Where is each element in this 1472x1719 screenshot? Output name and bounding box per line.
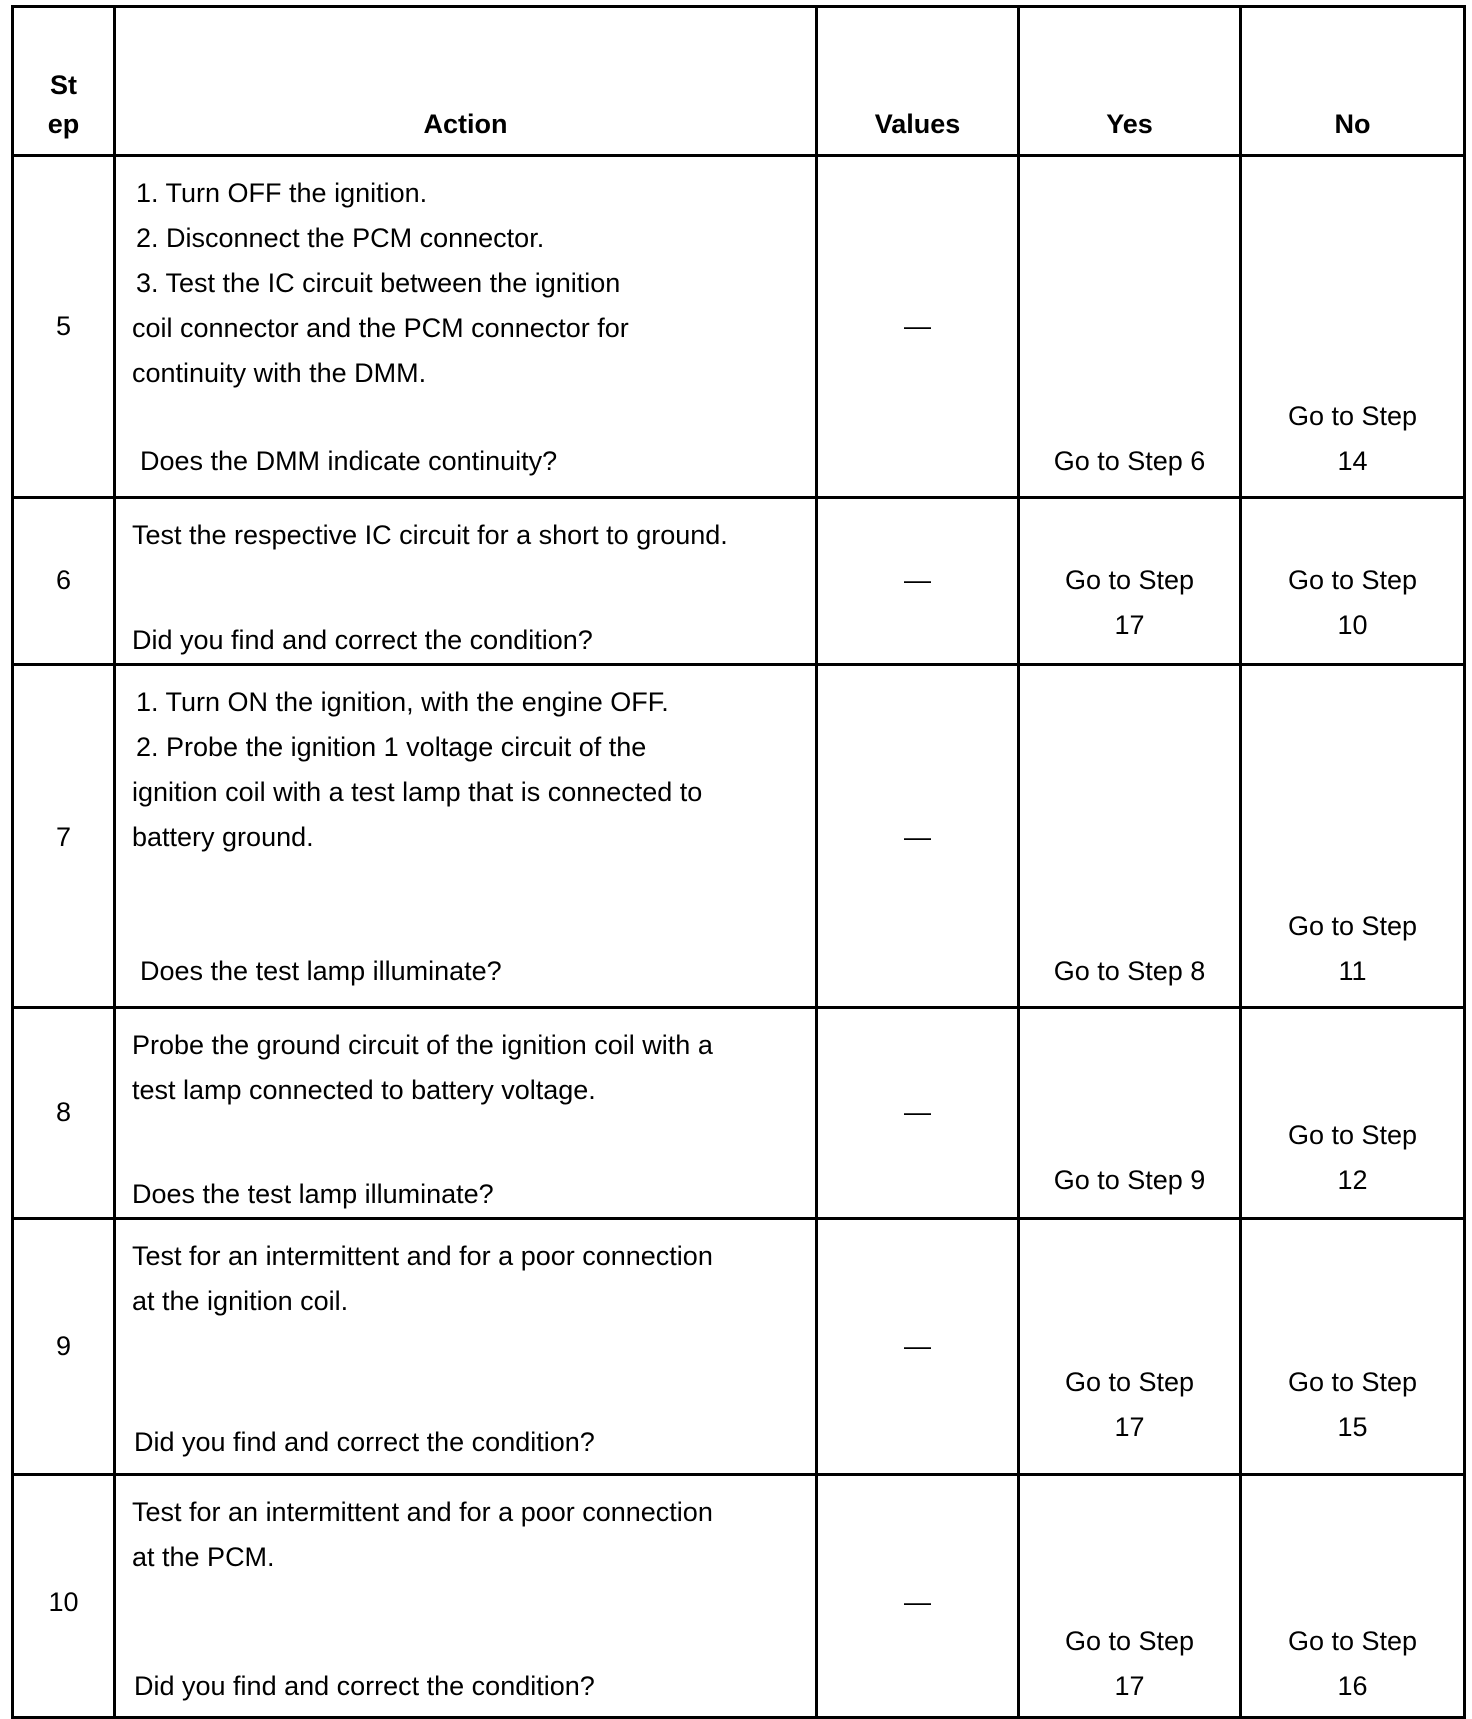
no-line: Go to Step — [1287, 401, 1418, 431]
yes-cell — [1019, 1475, 1241, 1718]
action-line: test lamp connected to battery voltage. — [132, 1075, 596, 1105]
step-cell — [13, 1475, 115, 1718]
header-row — [13, 7, 1465, 156]
no-line: Go to Step — [1287, 565, 1418, 595]
yes-cell — [1019, 1008, 1241, 1219]
yes-line: Go to Step — [1064, 1626, 1195, 1656]
header-no-cell — [1241, 7, 1465, 156]
yes-line: Go to Step — [1064, 1367, 1195, 1397]
action-line: 2. Probe the ignition 1 voltage circuit of the — [136, 732, 647, 762]
yes-cell — [1019, 156, 1241, 498]
values-dash: — — [904, 1097, 931, 1127]
values-dash: — — [904, 311, 931, 341]
table-row — [13, 665, 1465, 1008]
no-cell — [1241, 1008, 1465, 1219]
action-line: Test the respective IC circuit for a short to ground. — [132, 520, 728, 550]
action-line: 2. Disconnect the PCM connector. — [136, 223, 545, 253]
no-line: 14 — [1337, 446, 1368, 476]
yes-line: Go to Step 6 — [1053, 446, 1206, 476]
action-question: Did you find and correct the condition? — [134, 1671, 595, 1701]
values-dash: — — [904, 822, 931, 852]
yes-cell — [1019, 1219, 1241, 1475]
header-step-cell — [13, 7, 115, 156]
header-yes: Yes — [1106, 109, 1153, 139]
step-number: 9 — [55, 1331, 72, 1361]
header-action: Action — [423, 109, 508, 139]
yes-line: Go to Step — [1064, 565, 1195, 595]
step-number: 5 — [55, 311, 72, 341]
values-cell — [817, 1008, 1019, 1219]
no-line: Go to Step — [1287, 1367, 1418, 1397]
diagnostic-table — [11, 5, 1466, 1719]
values-cell — [817, 1219, 1019, 1475]
action-line: 1. Turn OFF the ignition. — [136, 178, 428, 208]
values-dash: — — [904, 565, 931, 595]
table-row — [13, 156, 1465, 498]
action-cell — [115, 1475, 817, 1718]
no-line: 10 — [1337, 610, 1368, 640]
yes-line: 17 — [1114, 610, 1145, 640]
action-line: 3. Test the IC circuit between the ignition — [136, 268, 621, 298]
step-number: 10 — [48, 1587, 79, 1617]
yes-cell — [1019, 665, 1241, 1008]
yes-line: Go to Step 9 — [1053, 1165, 1206, 1195]
no-line: Go to Step — [1287, 911, 1418, 941]
header-values: Values — [874, 109, 961, 139]
no-cell — [1241, 665, 1465, 1008]
header-step-line-2: ep — [47, 109, 80, 139]
no-line: 12 — [1337, 1165, 1368, 1195]
step-cell — [13, 156, 115, 498]
no-cell — [1241, 498, 1465, 665]
header-yes-cell — [1019, 7, 1241, 156]
no-cell — [1241, 156, 1465, 498]
action-line: Test for an intermittent and for a poor connection — [132, 1497, 713, 1527]
action-cell — [115, 1008, 817, 1219]
step-cell — [13, 1008, 115, 1219]
action-line: Test for an intermittent and for a poor connection — [132, 1241, 713, 1271]
action-cell — [115, 1219, 817, 1475]
step-number: 6 — [55, 565, 72, 595]
action-line: coil connector and the PCM connector for — [132, 313, 629, 343]
header-no: No — [1334, 109, 1371, 139]
action-question: Did you find and correct the condition? — [134, 1427, 595, 1457]
step-cell — [13, 665, 115, 1008]
action-line: 1. Turn ON the ignition, with the engine OFF. — [136, 687, 669, 717]
action-line: battery ground. — [132, 822, 314, 852]
no-line: 16 — [1337, 1671, 1368, 1701]
header-step-line-1: St — [50, 70, 77, 100]
no-cell — [1241, 1475, 1465, 1718]
step-number: 7 — [55, 822, 72, 852]
values-cell — [817, 498, 1019, 665]
yes-line: Go to Step 8 — [1053, 956, 1206, 986]
action-question: Does the test lamp illuminate? — [140, 956, 502, 986]
values-cell — [817, 156, 1019, 498]
action-question: Does the DMM indicate continuity? — [140, 446, 558, 476]
step-number: 8 — [55, 1097, 72, 1127]
action-line: at the PCM. — [132, 1542, 275, 1572]
yes-line: 17 — [1114, 1671, 1145, 1701]
action-line: continuity with the DMM. — [132, 358, 427, 388]
table-row — [13, 498, 1465, 665]
action-cell — [115, 498, 817, 665]
action-question: Did you find and correct the condition? — [132, 625, 593, 655]
table-row — [13, 1008, 1465, 1219]
action-line: at the ignition coil. — [132, 1286, 349, 1316]
yes-cell — [1019, 498, 1241, 665]
no-line: 11 — [1338, 956, 1367, 986]
values-cell — [817, 665, 1019, 1008]
no-line: 15 — [1337, 1412, 1368, 1442]
action-line: ignition coil with a test lamp that is connected to — [132, 777, 703, 807]
action-cell — [115, 665, 817, 1008]
no-line: Go to Step — [1287, 1120, 1418, 1150]
header-values-cell — [817, 7, 1019, 156]
action-cell — [115, 156, 817, 498]
action-line: Probe the ground circuit of the ignition coil with a — [132, 1030, 713, 1060]
no-cell — [1241, 1219, 1465, 1475]
values-dash: — — [904, 1587, 931, 1617]
step-cell — [13, 1219, 115, 1475]
table-row — [13, 1219, 1465, 1475]
values-cell — [817, 1475, 1019, 1718]
header-action-cell — [115, 7, 817, 156]
action-question: Does the test lamp illuminate? — [132, 1179, 494, 1209]
yes-line: 17 — [1114, 1412, 1145, 1442]
table-row — [13, 1475, 1465, 1718]
no-line: Go to Step — [1287, 1626, 1418, 1656]
values-dash: — — [904, 1331, 931, 1361]
step-cell — [13, 498, 115, 665]
